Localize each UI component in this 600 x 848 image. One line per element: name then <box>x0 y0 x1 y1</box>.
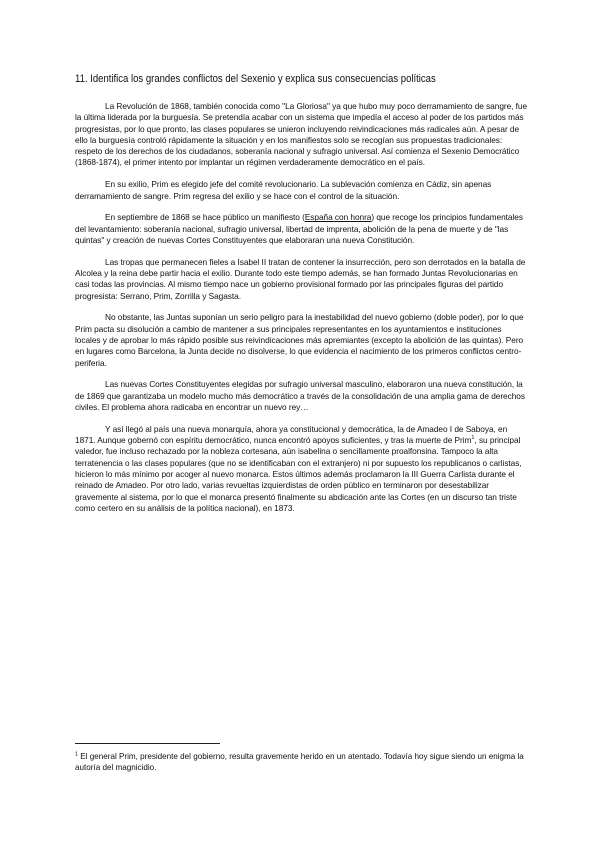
paragraph-cortes-constituyentes: Las nuevas Cortes Constituyentes elegidas por sufragio universal masculino, elaboraron una nueva constitución, la de 1869 que garantizaba un modelo mucho más democrático a través de la consolidación de una amplia gama de derechos civiles. El problema ahora radicaba en encontrar un nuevo rey… <box>75 379 525 413</box>
manifiesto-link[interactable]: España con honra <box>304 212 372 223</box>
paragraph-text: Y así llegó al país una nueva monarquía, ahora ya constitucional y democrática, la de Amadeo I de Saboya, en 1871. Aunque gobernó con espíritu democrático, nunca encontró apoyos suficientes, y tras la muerte de Prim <box>75 423 508 446</box>
footnote-text: El general Prim, presidente del gobierno, resulta gravemente herido en un atentado. Todavía hoy sigue siendo un enigma la autoría del magnicidio. <box>75 752 524 773</box>
footnote-divider <box>75 743 220 744</box>
paragraph-amadeo <box>75 424 528 514</box>
footnote <box>75 751 528 773</box>
document-body <box>75 101 528 525</box>
paragraph-revolucion-1868: La Revolución de 1868, también conocida como "La Gloriosa" ya que hubo muy poco derramamiento de sangre, fue la última liderada por la burguesía. Se pretendía acabar con un sistema que impedía el acceso al poder de los partidos más progresistas, por lo que pronto, las clases populares se unieron incluyendo reivindicaciones más radicales aún. A pesar de ello la burguesía controló rápidamente la situación y en los manifiestos solo se recogían sus propuestas tradicionales: respeto de los derechos de los ciudadanos, soberanía nacional y sufragio universal. Así comienza el Sexenio Democrático (1868-1874), el primer intento por implantar un régimen verdaderamente democrático en el país. <box>75 101 528 168</box>
paragraph-text: ) que recoge los principios fundamentales del levantamiento: soberanía nacional, sufragio universal, libertad de imprenta, abolición de la pena de muerte y de "las quintas" y creación de nuevas Cortes Constituyentes que elaboraran una nueva Constitución. <box>75 212 523 245</box>
paragraph-manifiesto <box>75 212 528 246</box>
footnote-reference[interactable]: 1 <box>471 435 475 442</box>
paragraph-tropas: Las tropas que permanecen fieles a Isabel II tratan de contener la insurrección, pero son derrotados en la batalla de Alcolea y la reina debe partir hacia el exilio. Durante todo este tiempo además, se han formado Juntas Revolucionarias en casi todas las provincias. Al mismo tiempo nace un gobierno provisional formado por las principales figuras del partido progresista: Serrano, Prim, Zorrilla y Sagasta. <box>75 256 526 301</box>
section-title: 11. Identifica los grandes conflictos del Sexenio y explica sus consecuencias políticas <box>75 73 436 85</box>
paragraph-exilio-prim: En su exilio, Prim es elegido jefe del comité revolucionario. La sublevación comienza en Cádiz, sin apenas derramamiento de sangre. Prim regresa del exilio y se hace con el control de la situación. <box>75 179 492 201</box>
footnote-mark: 1 <box>75 751 79 758</box>
paragraph-text: En septiembre de 1868 se hace público un manifiesto ( <box>105 212 305 223</box>
paragraph-text: , su principal valedor, fue incluso rechazado por la nobleza cortesana, aún isabelina o sencillamente proalfonsina. Tampoco la alta terratenencia o las clases populares (que no se identificaban con el extranjero) ni por supuesto los republicanos o carlistas, hicieron lo más mínimo por acoger al nuevo monarca. Estos últimos además proclamaron la III Guerra Carlista durante el reinado de Amadeo. Por otro lado, varias revueltas izquierdistas de orden público en terminaron por desestabilizar gravemente al sistema, por lo que el monarca presentó finalmente su abdicación ante las Cortes (en un discurso tan triste como certero en su análisis de la política nacional), en 1873. <box>75 435 522 513</box>
paragraph-juntas: No obstante, las Juntas suponían un serio peligro para la inestabilidad del nuevo gobierno (doble poder), por lo que Prim pacta su disolución a cambio de mantener a sus principales representantes en los ayuntamientos e instituciones locales y de aprobar lo más rápido posible sus reivindicaciones más apremiantes (excepto la abolición de las quintas). Pero en lugares como Barcelona, la Junta decide no disolverse, lo que evidencia el nacimiento de los primeros conflictos centro-periferia. <box>75 312 524 368</box>
